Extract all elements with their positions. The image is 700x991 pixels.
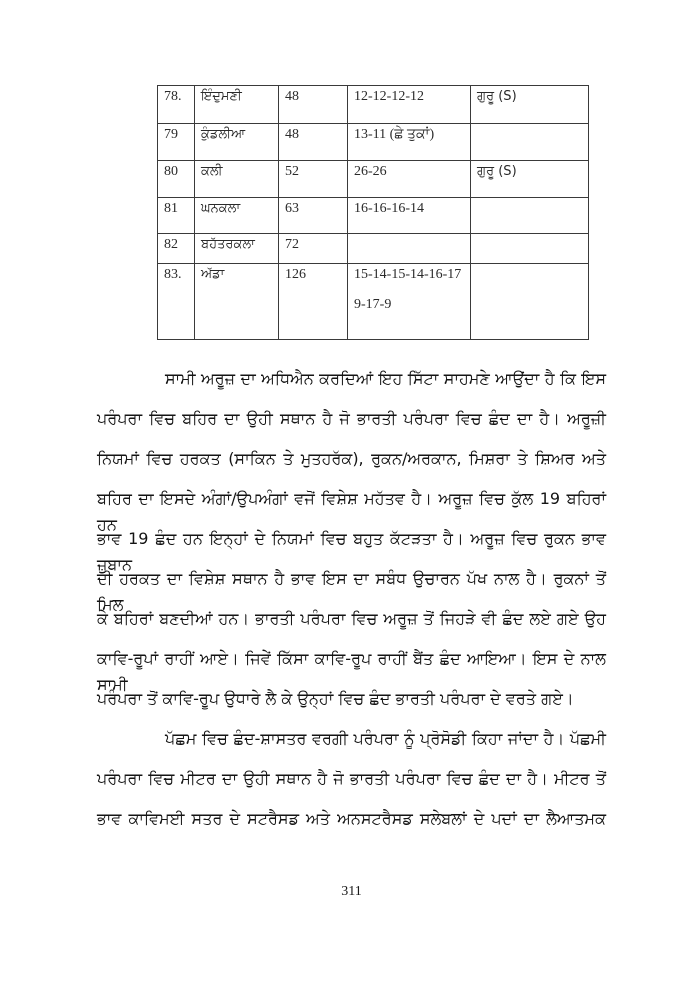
note-cell bbox=[471, 124, 589, 161]
serial-cell: 80 bbox=[158, 161, 195, 198]
table-row bbox=[158, 161, 589, 198]
note-cell bbox=[471, 198, 589, 234]
page-number: 311 bbox=[341, 884, 362, 899]
pattern-line: 13-11 (ਛੇ ਤੁਕਾਂ) bbox=[354, 127, 435, 142]
matras-cell: 48 bbox=[279, 86, 348, 124]
note-cell bbox=[471, 264, 589, 340]
name-cell: ਇੰਦੁਮਣੀ bbox=[195, 86, 279, 124]
table-row bbox=[158, 198, 589, 234]
matras-cell: 72 bbox=[279, 234, 348, 264]
pattern-cell bbox=[348, 161, 471, 198]
body-paragraph-line: ਕਾਵਿ-ਰੂਪਾਂ ਰਾਹੀਂ ਆਏ। ਜਿਵੇਂ ਕਿੱਸਾ ਕਾਵਿ-ਰੂਪ ਰਾਹੀਂ ਬੈਂਤ ਛੰਦ ਆਇਆ। ਇਸ ਦੇ ਨਾਲ ਸਾਮੀ bbox=[97, 649, 606, 694]
pattern-cell bbox=[348, 86, 471, 124]
matras-cell: 48 bbox=[279, 124, 348, 161]
serial-cell: 78. bbox=[158, 86, 195, 124]
pattern-cell bbox=[348, 198, 471, 234]
note-cell bbox=[471, 234, 589, 264]
body-paragraph-line: ਦੀ ਹਰਕਤ ਦਾ ਵਿਸ਼ੇਸ਼ ਸਥਾਨ ਹੈ ਭਾਵ ਇਸ ਦਾ ਸਬੰਧ ਉਚਾਰਨ ਪੱਖ ਨਾਲ ਹੈ। ਰੁਕਨਾਂ ਤੋਂ ਮਿਲ bbox=[97, 569, 606, 614]
name-cell: ਬਹੱਤਰਕਲਾ bbox=[195, 234, 279, 264]
matras-cell: 52 bbox=[279, 161, 348, 198]
pattern-cell bbox=[348, 124, 471, 161]
body-paragraph-line: ਨਿਯਮਾਂ ਵਿਚ ਹਰਕਤ (ਸਾਕਿਨ ਤੇ ਮੁਤਹਰੱਕ), ਰੁਕਨ/ਅਰਕਾਨ, ਮਿਸ਼ਰਾ ਤੇ ਸ਼ਿਅਰ ਅਤੇ bbox=[97, 449, 606, 468]
note-cell: ਗੁਰੂ (S) bbox=[471, 161, 589, 198]
pattern-line: 15-14-15-14-16-17 bbox=[354, 267, 462, 282]
name-cell: ਕਲੀ bbox=[195, 161, 279, 198]
body-paragraph-line: ਪੱਛਮ ਵਿਚ ਛੰਦ-ਸ਼ਾਸਤਰ ਵਰਗੀ ਪਰੰਪਰਾ ਨੂੰ ਪ੍ਰੋਸੋਡੀ ਕਿਹਾ ਜਾਂਦਾ ਹੈ। ਪੱਛਮੀ bbox=[165, 729, 606, 748]
pattern-line: 12-12-12-12 bbox=[354, 89, 424, 104]
body-paragraph-line: ਕੇ ਬਹਿਰਾਂ ਬਣਦੀਆਂ ਹਨ। ਭਾਰਤੀ ਪਰੰਪਰਾ ਵਿਚ ਅਰੂਜ਼ ਤੋਂ ਜਿਹੜੇ ਵੀ ਛੰਦ ਲਏ ਗਏ ਉਹ bbox=[97, 609, 606, 628]
name-cell: ਕੁੰਡਲੀਆ bbox=[195, 124, 279, 161]
name-cell: ਅੱਡਾ bbox=[195, 264, 279, 340]
matras-cell: 126 bbox=[279, 264, 348, 340]
serial-cell: 81 bbox=[158, 198, 195, 234]
body-paragraph-line: ਭਾਵ 19 ਛੰਦ ਹਨ ਇਨ੍ਹਾਂ ਦੇ ਨਿਯਮਾਂ ਵਿਚ ਬਹੁਤ ਕੱਟੜਤਾ ਹੈ। ਅਰੂਜ਼ ਵਿਚ ਰੁਕਨ ਭਾਵ ਜ਼ੁਬਾਨ bbox=[97, 529, 606, 574]
table-row bbox=[158, 234, 589, 264]
serial-cell: 82 bbox=[158, 234, 195, 264]
serial-cell: 79 bbox=[158, 124, 195, 161]
body-paragraph-line: ਪਰੰਪਰਾ ਵਿਚ ਮੀਟਰ ਦਾ ਉਹੀ ਸਥਾਨ ਹੈ ਜੋ ਭਾਰਤੀ ਪਰੰਪਰਾ ਵਿਚ ਛੰਦ ਦਾ ਹੈ। ਮੀਟਰ ਤੋਂ bbox=[97, 769, 606, 788]
name-cell: ਘਨਕਲਾ bbox=[195, 198, 279, 234]
matras-cell: 63 bbox=[279, 198, 348, 234]
table-row bbox=[158, 264, 589, 340]
body-paragraph-line: ਬਹਿਰ ਦਾ ਇਸਦੇ ਅੰਗਾਂ/ਉਪਅੰਗਾਂ ਵਜੋਂ ਵਿਸ਼ੇਸ਼ ਮਹੱਤਵ ਹੈ। ਅਰੂਜ਼ ਵਿਚ ਕੁੱਲ 19 ਬਹਿਰਾਂ ਹਨ bbox=[97, 489, 606, 534]
chhand-table bbox=[157, 85, 589, 340]
pattern-line: 26-26 bbox=[354, 164, 387, 179]
note-cell: ਗੁਰੂ (S) bbox=[471, 86, 589, 124]
table-row bbox=[158, 124, 589, 161]
body-paragraph-line: ਸਾਮੀ ਅਰੂਜ਼ ਦਾ ਅਧਿਐਨ ਕਰਦਿਆਂ ਇਹ ਸਿੱਟਾ ਸਾਹਮਣੇ ਆਉਂਦਾ ਹੈ ਕਿ ਇਸ bbox=[165, 369, 606, 388]
serial-cell: 83. bbox=[158, 264, 195, 340]
body-paragraph-line: ਭਾਵ ਕਾਵਿਮਈ ਸਤਰ ਦੇ ਸਟਰੈਸਡ ਅਤੇ ਅਨਸਟਰੈਸਡ ਸਲੇਬਲਾਂ ਦੇ ਪਦਾਂ ਦਾ ਲੈਆਤਮਕ bbox=[97, 809, 606, 828]
body-paragraph-line: ਪਰੰਪਰਾ ਵਿਚ ਬਹਿਰ ਦਾ ਉਹੀ ਸਥਾਨ ਹੈ ਜੋ ਭਾਰਤੀ ਪਰੰਪਰਾ ਵਿਚ ਛੰਦ ਦਾ ਹੈ। ਅਰੂਜ਼ੀ bbox=[97, 409, 606, 428]
pattern-line: 16-16-16-14 bbox=[354, 201, 424, 216]
body-text bbox=[97, 366, 606, 846]
pattern-cell bbox=[348, 264, 471, 340]
pattern-cell bbox=[348, 234, 471, 264]
pattern-line: 9-17-9 bbox=[354, 297, 392, 312]
table-row bbox=[158, 86, 589, 124]
body-paragraph-line: ਪਰੰਪਰਾ ਤੋਂ ਕਾਵਿ-ਰੂਪ ਉਧਾਰੇ ਲੈ ਕੇ ਉਨ੍ਹਾਂ ਵਿਚ ਛੰਦ ਭਾਰਤੀ ਪਰੰਪਰਾ ਦੇ ਵਰਤੇ ਗਏ। bbox=[97, 689, 574, 708]
